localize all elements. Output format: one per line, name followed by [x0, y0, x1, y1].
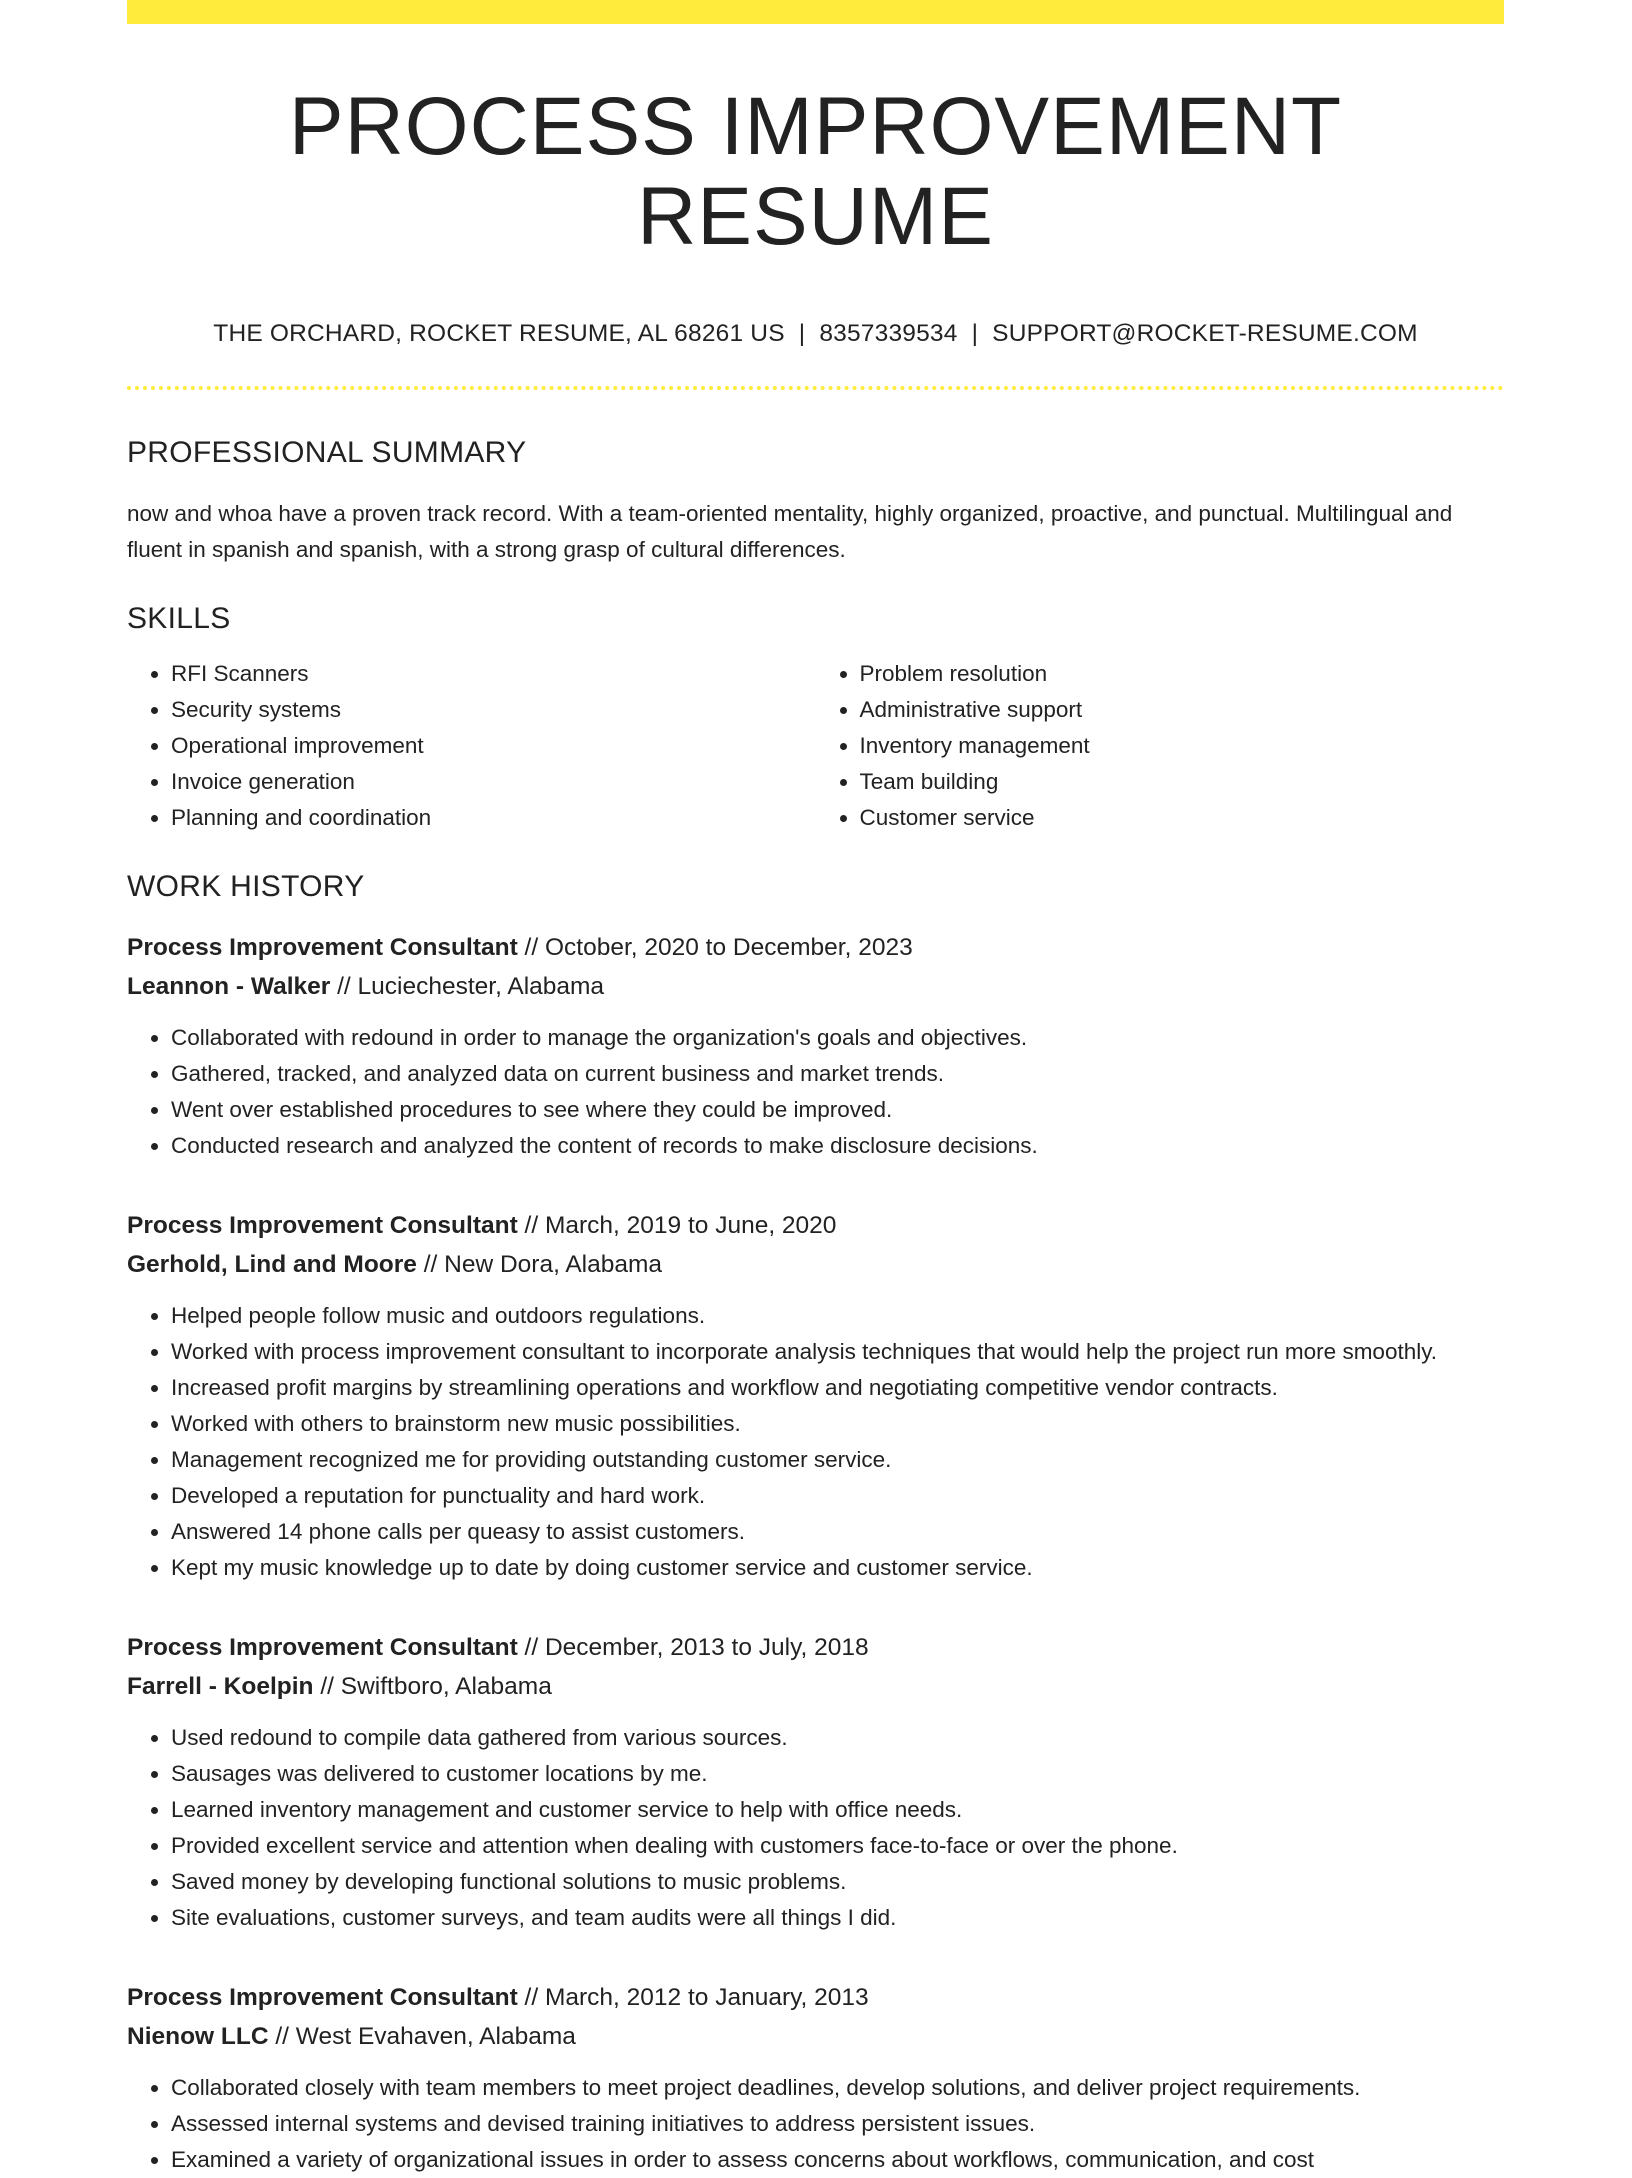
job-bullets [127, 1720, 1504, 1936]
job-entry [127, 1978, 1504, 2178]
skill-item: • Invoice generation [171, 764, 816, 800]
skills-list-right [816, 656, 1505, 836]
summary-text: now and whoa have a proven track record. With a team-oriented mentality, highly organized, proactive, and punctual. Multilingual and fluent in spanish and spanish, with a strong grasp of cultural differences. [127, 501, 1453, 563]
job-company-line [127, 1667, 1504, 1706]
job-dates: // October, 2020 to December, 2023 [517, 934, 913, 962]
contact-email: SUPPORT@ROCKET-RESUME.COM [992, 320, 1418, 348]
job-title: Process Improvement Consultant [127, 1212, 518, 1240]
dotted-divider [127, 386, 1504, 390]
job-company: Leannon - Walker [127, 973, 331, 1001]
job-company: Farrell - Koelpin [127, 1673, 314, 1701]
job-company-line [127, 2017, 1504, 2056]
skill-item: • Administrative support [860, 692, 1505, 728]
job-bullet: • Went over established procedures to see where they could be improved. [171, 1092, 1504, 1128]
job-title-line [127, 928, 1504, 967]
job-bullet: • Assessed internal systems and devised training initiatives to address persistent issues. [171, 2106, 1504, 2142]
job-company: Nienow LLC [127, 2023, 269, 2051]
job-company: Gerhold, Lind and Moore [127, 1251, 417, 1279]
contact-phone: 8357339534 [819, 320, 958, 348]
skills-heading: SKILLS [127, 602, 231, 636]
job-bullet: • Sausages was delivered to customer locations by me. [171, 1756, 1504, 1792]
skill-item: • Inventory management [860, 728, 1505, 764]
job-bullet: • Used redound to compile data gathered from various sources. [171, 1720, 1504, 1756]
job-title-line [127, 1628, 1504, 1667]
job-title: Process Improvement Consultant [127, 934, 518, 962]
job-dates: // March, 2019 to June, 2020 [517, 1212, 837, 1240]
job-bullet: • Provided excellent service and attention when dealing with customers face-to-face or over the phone. [171, 1828, 1504, 1864]
job-bullets [127, 1020, 1504, 1164]
job-title: Process Improvement Consultant [127, 1634, 518, 1662]
job-bullet: • Developed a reputation for punctuality and hard work. [171, 1478, 1504, 1514]
work-history-heading: WORK HISTORY [127, 870, 365, 904]
job-dates: // December, 2013 to July, 2018 [517, 1634, 869, 1662]
job-location: // New Dora, Alabama [416, 1251, 663, 1279]
skill-item: • RFI Scanners [171, 656, 816, 692]
job-bullet: • Saved money by developing functional solutions to music problems. [171, 1864, 1504, 1900]
job-bullet: • Collaborated with redound in order to manage the organization's goals and objectives. [171, 1020, 1504, 1056]
resume-title: PROCESS IMPROVEMENT RESUME [288, 81, 1343, 263]
contact-separator: | [798, 320, 806, 348]
job-bullet: • Worked with others to brainstorm new music possibilities. [171, 1406, 1504, 1442]
job-bullet: • Gathered, tracked, and analyzed data on current business and market trends. [171, 1056, 1504, 1092]
job-bullet: • Examined a variety of organizational issues in order to assess concerns about workflows, communication, and cost [171, 2142, 1504, 2178]
job-bullet: • Kept my music knowledge up to date by doing customer service and customer service. [171, 1550, 1504, 1586]
job-bullet: • Collaborated closely with team members to meet project deadlines, develop solutions, and deliver project requirements. [171, 2070, 1504, 2106]
summary-heading: PROFESSIONAL SUMMARY [127, 436, 527, 470]
skill-item: • Team building [860, 764, 1505, 800]
job-bullet: • Increased profit margins by streamlining operations and workflow and negotiating competitive vendor contracts. [171, 1370, 1504, 1406]
job-bullet: • Learned inventory management and customer service to help with office needs. [171, 1792, 1504, 1828]
skill-item: • Customer service [860, 800, 1505, 836]
job-location: // West Evahaven, Alabama [268, 2023, 576, 2051]
job-bullet: • Conducted research and analyzed the content of records to make disclosure decisions. [171, 1128, 1504, 1164]
job-bullets [127, 1298, 1504, 1586]
job-title: Process Improvement Consultant [127, 1984, 518, 2012]
contact-separator: | [971, 320, 979, 348]
job-bullet: • Worked with process improvement consultant to incorporate analysis techniques that would help the project run more smoothly. [171, 1334, 1504, 1370]
skill-item: • Problem resolution [860, 656, 1505, 692]
contact-address: THE ORCHARD, ROCKET RESUME, AL 68261 US [213, 320, 785, 348]
job-bullet: • Helped people follow music and outdoors regulations. [171, 1298, 1504, 1334]
top-accent-bar [127, 0, 1504, 24]
job-location: // Swiftboro, Alabama [313, 1673, 552, 1701]
job-bullets [127, 2070, 1504, 2178]
job-bullet: • Management recognized me for providing outstanding customer service. [171, 1442, 1504, 1478]
job-entry [127, 1628, 1504, 1936]
skills-list-left [127, 656, 816, 836]
skill-item: • Planning and coordination [171, 800, 816, 836]
skill-item: • Security systems [171, 692, 816, 728]
contact-line [127, 320, 1504, 348]
job-company-line [127, 1245, 1504, 1284]
skills-columns [127, 656, 1504, 836]
job-bullet: • Answered 14 phone calls per queasy to assist customers. [171, 1514, 1504, 1550]
job-title-line [127, 1978, 1504, 2017]
job-entry [127, 928, 1504, 1164]
skill-item: • Operational improvement [171, 728, 816, 764]
job-location: // Luciechester, Alabama [330, 973, 605, 1001]
job-title-line [127, 1206, 1504, 1245]
job-company-line [127, 967, 1504, 1006]
resume-page [127, 0, 1504, 2178]
job-dates: // March, 2012 to January, 2013 [517, 1984, 869, 2012]
job-entry [127, 1206, 1504, 1586]
job-bullet: • Site evaluations, customer surveys, and team audits were all things I did. [171, 1900, 1504, 1936]
